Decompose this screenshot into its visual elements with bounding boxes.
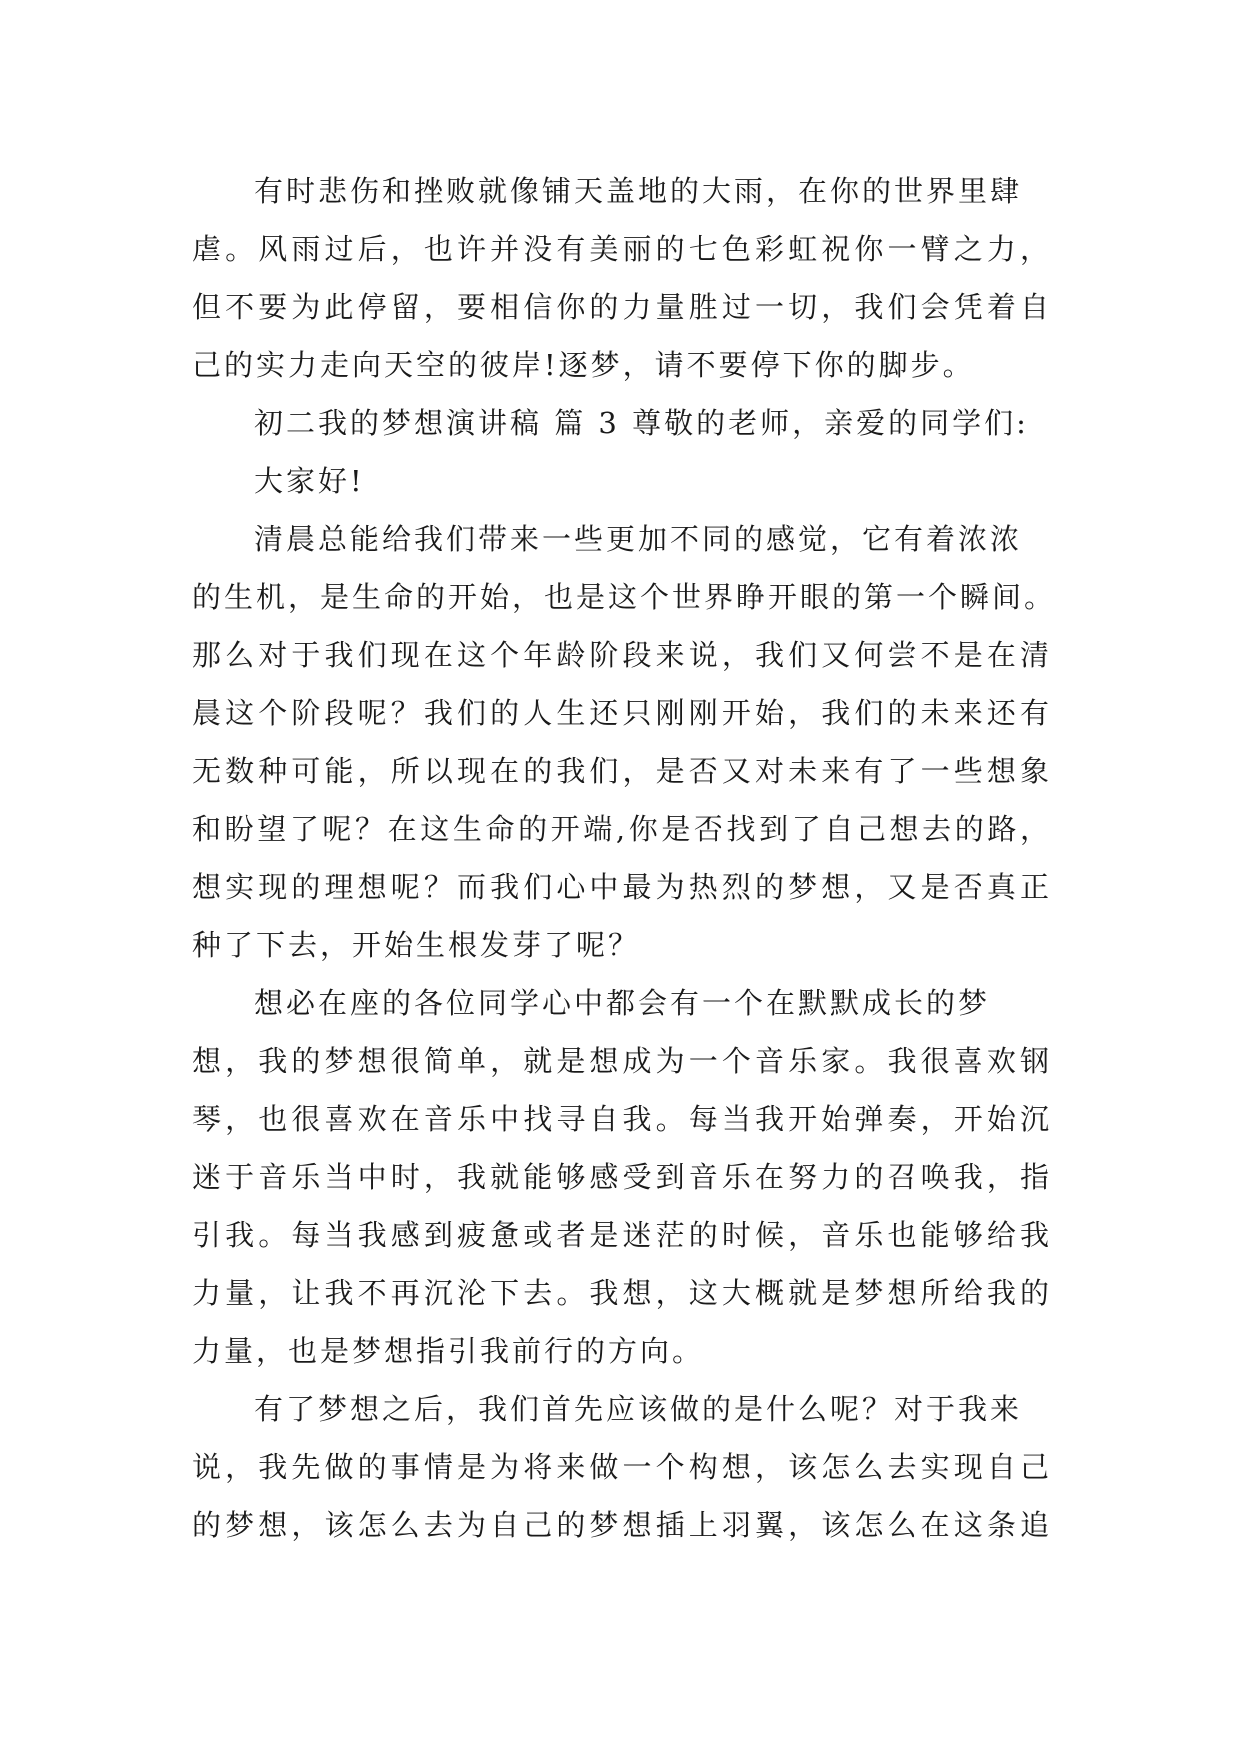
text-line: 清晨总能给我们带来一些更加不同的感觉，它有着浓浓	[254, 522, 1023, 556]
text-line: 迷于音乐当中时，我就能够感受到音乐在努力的召唤我，指	[192, 1160, 1052, 1194]
text-line: 和盼望了呢？在这生命的开端,你是否找到了自己想去的路，	[192, 812, 1052, 846]
text-line: 那么对于我们现在这个年龄阶段来说，我们又何尝不是在清	[192, 638, 1052, 672]
text-line: 无数种可能，所以现在的我们，是否又对未来有了一些想象	[192, 754, 1052, 788]
text-line: 种了下去，开始生根发芽了呢？	[192, 928, 641, 962]
text-line: 想实现的理想呢？而我们心中最为热烈的梦想，又是否真正	[192, 870, 1052, 904]
text-line: 说，我先做的事情是为将来做一个构想，该怎么去实现自己	[192, 1450, 1052, 1484]
text-line: 想必在座的各位同学心中都会有一个在默默成长的梦	[254, 986, 991, 1020]
section-heading: 初二我的梦想演讲稿 篇 3 尊敬的老师，亲爱的同学们:	[254, 406, 1029, 440]
text-line: 有时悲伤和挫败就像铺天盖地的大雨，在你的世界里肆	[254, 174, 1023, 208]
text-line: 想，我的梦想很简单，就是想成为一个音乐家。我很喜欢钢	[192, 1044, 1052, 1078]
text-line: 引我。每当我感到疲惫或者是迷茫的时候，音乐也能够给我	[192, 1218, 1052, 1252]
text-line: 己的实力走向天空的彼岸!逐梦，请不要停下你的脚步。	[192, 348, 975, 382]
text-line: 琴，也很喜欢在音乐中找寻自我。每当我开始弹奏，开始沉	[192, 1102, 1052, 1136]
text-line: 但不要为此停留，要相信你的力量胜过一切，我们会凭着自	[192, 290, 1052, 324]
text-line: 的生机，是生命的开始，也是这个世界睁开眼的第一个瞬间。	[192, 580, 1057, 614]
text-line: 晨这个阶段呢？我们的人生还只刚刚开始，我们的未来还有	[192, 696, 1052, 730]
text-line: 力量，也是梦想指引我前行的方向。	[192, 1334, 705, 1368]
text-line: 的梦想，该怎么去为自己的梦想插上羽翼，该怎么在这条追	[192, 1508, 1052, 1542]
greeting: 大家好!	[254, 464, 365, 498]
text-line: 虐。风雨过后，也许并没有美丽的七色彩虹祝你一臂之力，	[192, 232, 1052, 266]
text-line: 有了梦想之后，我们首先应该做的是什么呢？对于我来	[254, 1392, 1023, 1426]
document-body	[192, 162, 1057, 1554]
text-line: 力量，让我不再沉沦下去。我想，这大概就是梦想所给我的	[192, 1276, 1052, 1310]
